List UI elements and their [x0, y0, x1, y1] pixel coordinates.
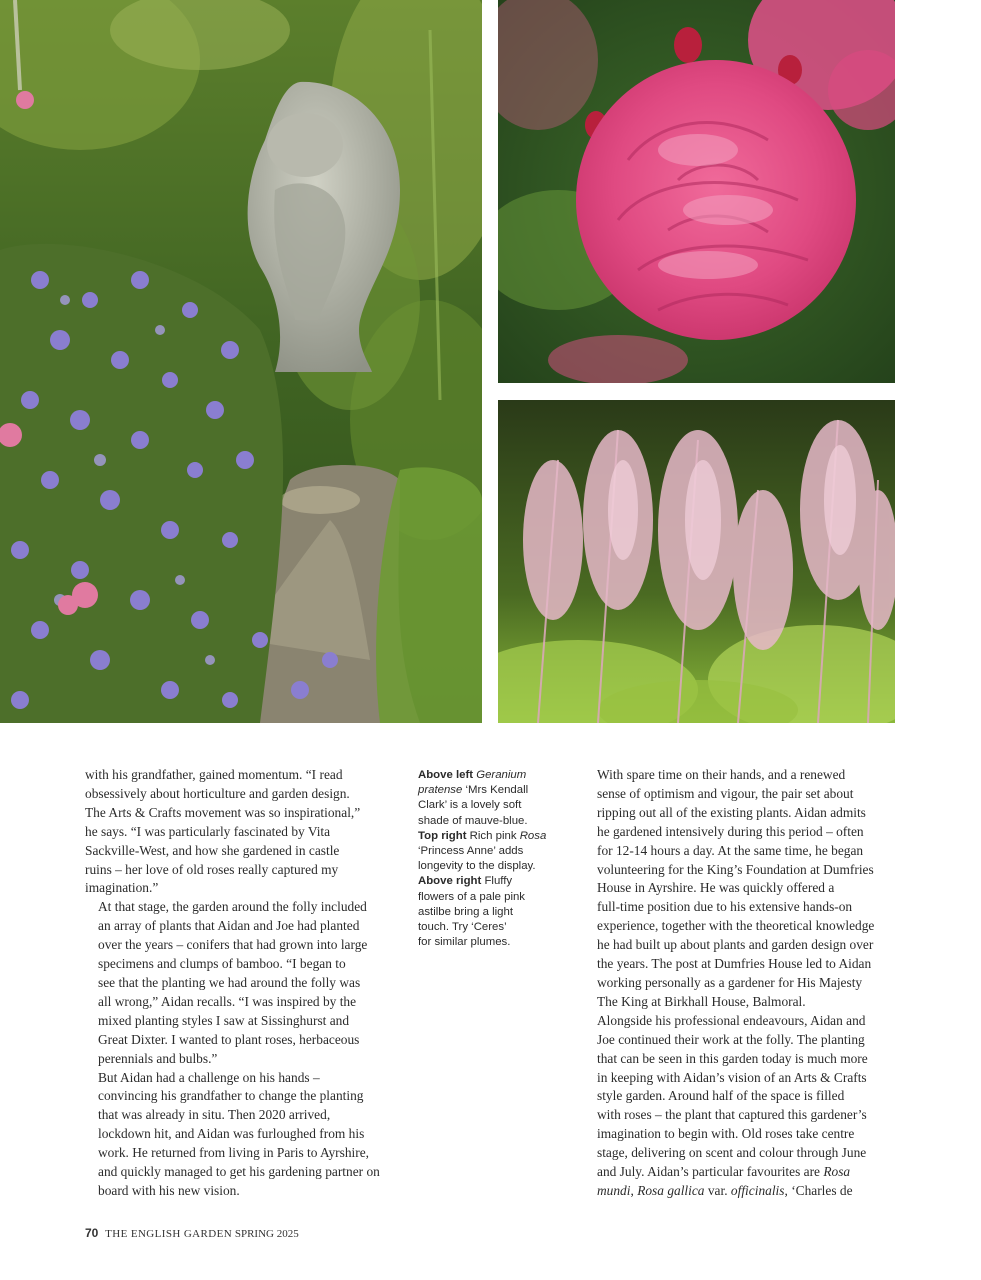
caption-line: [418, 874, 568, 889]
caption-line: flowers of a pale pink: [418, 890, 526, 903]
astilbe-photo: [498, 400, 895, 723]
caption-line: astilbe bring a light: [418, 905, 513, 918]
text-line: in keeping with Aidan’s vision of an Arts & Crafts: [597, 1069, 867, 1085]
text-line: full-time position due to his extensive hands-on: [597, 899, 853, 915]
text-line: over the years – conifers that had grown into large: [98, 937, 368, 953]
text-line: [584, 1182, 894, 1201]
text-line: ruins – her love of old roses really captured my: [85, 861, 339, 877]
article-column-right: [584, 766, 894, 1201]
text-line: obsessively about horticulture and garden design.: [85, 785, 350, 801]
issue-label: SPRING 2025: [234, 1228, 299, 1240]
page-footer: [85, 1226, 299, 1240]
paragraph: [584, 1012, 894, 1201]
text-line: the years. The post at Dumfries House led to Aidan: [597, 956, 872, 972]
text-italic: mundi: [597, 1182, 631, 1198]
text-line: With spare time on their hands, and a renewed: [597, 767, 846, 782]
caption-italic: Rosa: [519, 829, 547, 842]
text-line: experience, together with the theoretical knowledge: [597, 918, 875, 934]
text-line: volunteering for the King’s Foundation at Dumfries: [597, 861, 874, 877]
text-line: that can be seen in this garden today is much more: [597, 1050, 868, 1066]
paragraph: [85, 1069, 397, 1201]
text-line: stage, delivering on scent and colour through June: [597, 1145, 867, 1161]
text-line: House in Ayrshire. He was quickly offered a: [597, 880, 835, 896]
caption-label: Above left: [418, 769, 474, 781]
text-line: all wrong,” Aidan recalls. “I was inspired by the: [98, 993, 357, 1009]
caption-line: [418, 829, 568, 844]
text-line: with his grandfather, gained momentum. “I read: [85, 767, 343, 782]
text-italic: officinalis: [730, 1182, 785, 1198]
garden-path-photo: [0, 0, 482, 723]
magazine-title: THE ENGLISH GARDEN: [105, 1228, 233, 1240]
text-run: , ‘Charles de: [784, 1182, 853, 1198]
text-line: see that the planting we had around the folly was: [98, 974, 361, 990]
text-run: ,: [630, 1182, 638, 1198]
text-line: and quickly managed to get his gardening partner on: [98, 1164, 380, 1180]
text-line: he gardened intensively during this period – often: [597, 823, 864, 839]
text-line: At that stage, the garden around the folly included: [98, 899, 367, 915]
caption-text: Rich pink: [466, 829, 520, 842]
text-line: specimens and clumps of bamboo. “I began to: [98, 956, 346, 972]
text-line: imagination to begin with. Old roses take centre: [597, 1126, 855, 1142]
text-line: for 12-14 hours a day. At the same time, he began: [597, 842, 864, 858]
caption-line: [418, 783, 568, 798]
caption-label: Top right: [418, 829, 467, 842]
text-line: ripping out all of the existing plants. Aidan admits: [597, 804, 866, 820]
caption-text: ‘Mrs Kendall: [462, 784, 529, 797]
text-line: that was already in situ. Then 2020 arrived,: [98, 1107, 331, 1123]
text-line: Joe continued their work at the folly. The planting: [597, 1031, 865, 1047]
text-line: he had built up about plants and garden design over: [597, 937, 874, 953]
caption-line: for similar plumes.: [418, 936, 511, 949]
text-line: work. He returned from living in Paris to Ayrshire,: [98, 1145, 369, 1161]
caption-line: shade of mauve-blue.: [418, 814, 528, 827]
paragraph: [85, 766, 397, 898]
caption-line: longevity to the display.: [418, 860, 536, 873]
caption-line: touch. Try ‘Ceres’: [418, 921, 507, 934]
text-line: Alongside his professional endeavours, Aidan and: [597, 1012, 866, 1028]
text-line: board with his new vision.: [98, 1182, 240, 1198]
paragraph: [85, 898, 397, 1068]
text-line: mixed planting styles I saw at Sissinghurst and: [98, 1012, 350, 1028]
paragraph: [584, 766, 894, 1012]
text-line: perennials and bulbs.”: [98, 1050, 218, 1066]
text-line: with roses – the plant that captured this gardener’s: [597, 1107, 867, 1123]
photo-captions: [418, 768, 568, 950]
article-column-left: [85, 766, 397, 1201]
text-run: var.: [704, 1182, 731, 1198]
caption-italic: pratense: [418, 784, 463, 797]
caption-line: Clark’ is a lovely soft: [418, 799, 522, 812]
text-line: The Arts & Crafts movement was so inspirational,”: [85, 804, 361, 820]
text-line: Great Dixter. I wanted to plant roses, herbaceous: [98, 1031, 360, 1047]
text-line: convincing his grandfather to change the planting: [98, 1088, 364, 1104]
text-italic: Rosa: [823, 1164, 851, 1180]
text-run: and July. Aidan’s particular favourites are: [597, 1164, 824, 1180]
text-line: [584, 1163, 894, 1182]
text-line: sense of optimism and vigour, the pair set about: [597, 785, 854, 801]
caption-line: [418, 768, 568, 783]
text-line: lockdown hit, and Aidan was furloughed from his: [98, 1126, 365, 1142]
caption-text: Fluffy: [481, 875, 513, 888]
caption-line: ‘Princess Anne’ adds: [418, 845, 524, 858]
page-number: 70: [85, 1226, 99, 1240]
text-line: style garden. Around half of the space is filled: [597, 1088, 845, 1104]
text-italic: Rosa gallica: [637, 1182, 705, 1198]
text-line: an array of plants that Aidan and Joe had planted: [98, 918, 360, 934]
text-line: Sackville-West, and how she gardened in castle: [85, 842, 340, 858]
caption-label: Above right: [418, 875, 482, 888]
text-line: imagination.”: [85, 880, 159, 896]
text-line: The King at Birkhall House, Balmoral.: [597, 993, 806, 1009]
text-line: But Aidan had a challenge on his hands –: [98, 1069, 320, 1085]
text-line: he says. “I was particularly fascinated by Vita: [85, 823, 331, 839]
caption-italic: Geranium: [476, 769, 527, 781]
pink-rose-photo: [498, 0, 895, 383]
text-line: working personally as a gardener for His Majesty: [597, 974, 863, 990]
